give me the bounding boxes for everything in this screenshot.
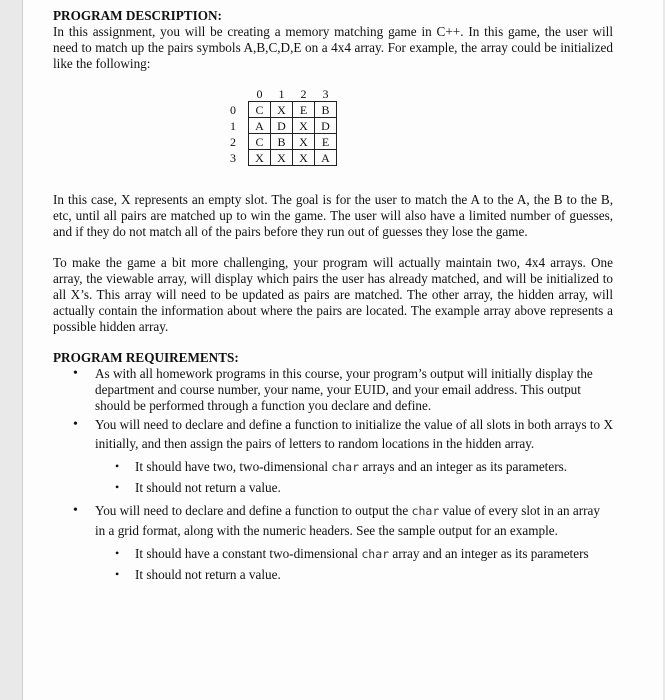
heading-program-requirements: PROGRAM REQUIREMENTS: [53,350,239,365]
requirement-text: value of every slot in an array in a grid format, along with the numeric headers. See the sample output for an example. [95,503,600,538]
grid-cell: E [315,134,337,150]
grid-cell: C [249,102,271,118]
grid-row [228,134,337,150]
document-page [22,0,663,700]
sub-requirement-text: It should have a constant two-dimensional [135,546,362,561]
bullet-icon: • [115,459,120,473]
bullet-icon: • [115,546,120,560]
grid-cell: A [315,150,337,166]
grid-cell: B [271,134,293,150]
grid-cell: A [249,118,271,134]
requirement-text: You will need to declare and define a function to output the [95,503,412,518]
grid-cell: X [271,102,293,118]
sub-requirement-item [53,544,613,564]
bullet-icon: • [115,567,120,581]
sub-requirement-text: arrays and an integer as its parameters. [359,459,568,474]
bullet-icon: • [115,480,120,494]
array-table [228,86,337,166]
paragraph-two-arrays: To make the game a bit more challenging, your program will actually maintain two, 4x4 arrays. One array, the viewable array, will display which pairs the user has already matched, and will be initialized to all X’s. This array will need to be updated as pairs are matched. The other array, the hidden array, will actually contain the information about where the pairs are located. The example array above represents a possible hidden array. [53,255,613,334]
grid-row [228,118,337,134]
grid-cell: X [293,118,315,134]
heading-program-description: PROGRAM DESCRIPTION: [53,8,222,23]
grid-cell: X [271,150,293,166]
requirement-text: You will need to declare and define a function to initialize the value of all slots in both arrays to X initially, and then assign the pairs of letters to random locations in the hidden array. [95,417,613,451]
code-keyword: char [361,547,390,561]
row-header: 1 [230,118,236,133]
sub-requirement-text: array and an integer as its parameters [389,546,589,561]
grid-cell: X [293,134,315,150]
grid-cell: B [315,102,337,118]
grid-cell: D [315,118,337,134]
column-header: 2 [300,86,307,101]
grid-cell: X [293,150,315,166]
column-header-row [228,86,337,102]
sub-requirement-item [53,565,613,584]
row-header: 3 [230,150,236,165]
requirements-list [53,366,613,584]
column-header: 3 [322,86,329,101]
row-header: 2 [230,134,236,149]
bullet-icon: • [73,417,78,432]
bullet-icon: • [73,503,78,518]
bullet-icon: • [73,366,78,381]
requirement-text: As with all homework programs in this course, your program’s output will initially display the department and course number, your name, your EUID, and your email address. This output should be performed through a function you declare and define. [95,366,593,413]
column-header: 1 [278,86,285,101]
requirement-item [53,366,613,414]
sub-requirement-item [53,457,613,477]
code-keyword: char [331,460,360,474]
paragraph-empty-slot: In this case, X represents an empty slot. The goal is for the user to match the A to the A, the B to the B, etc, until all pairs are matched up to win the game. The user will also have a limited number of guesses, and if they do not match all of the pairs before they run out of guesses they lose the game. [53,192,613,239]
sub-requirement-text: It should not return a value. [135,567,281,582]
corner-cell [228,86,249,102]
grid-row [228,150,337,166]
grid-cell: E [293,102,315,118]
grid-cell: D [271,118,293,134]
grid-cell: X [249,150,271,166]
requirement-item [53,501,613,540]
grid-row [228,102,337,118]
code-keyword: char [411,504,440,518]
sub-requirement-item [53,478,613,497]
intro-paragraph: In this assignment, you will be creating a memory matching game in C++. In this game, the user will need to match up the pairs symbols A,B,C,D,E on a 4x4 array. For example, the array could be initialized like the following: [53,24,613,71]
grid-cell: C [249,134,271,150]
sub-requirement-text: It should not return a value. [135,480,281,495]
example-array-grid [228,86,337,166]
sub-requirement-text: It should have two, two-dimensional [135,459,332,474]
column-header: 0 [256,86,263,101]
requirement-item [53,415,613,453]
row-header: 0 [230,102,236,117]
